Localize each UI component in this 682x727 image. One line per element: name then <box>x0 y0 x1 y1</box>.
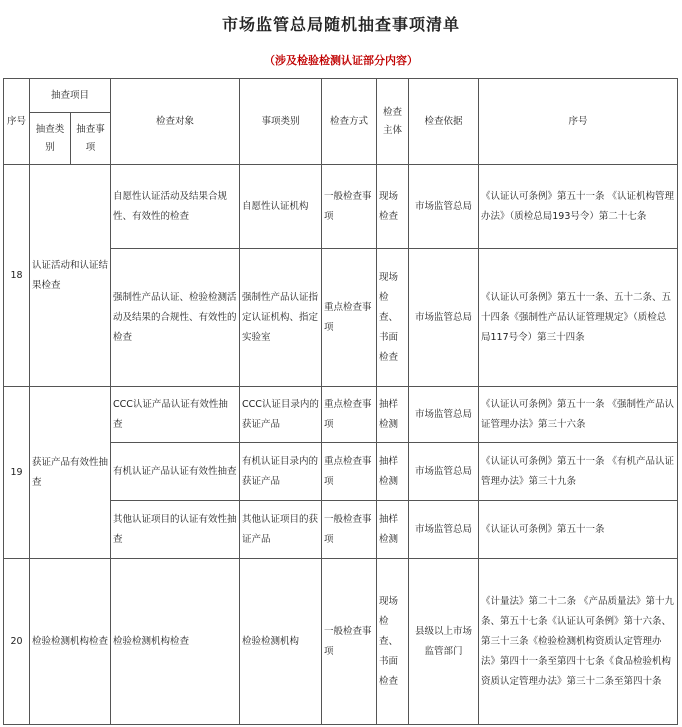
row-number: 《认证认可条例》第五十一条 《有机产品认证管理办法》第三十九条 <box>479 443 678 501</box>
row-category: 认证活动和认证结果检查 <box>30 165 111 387</box>
row-subject: 抽样检测 <box>377 501 409 559</box>
row-subject: 现场检查、书面检查 <box>377 559 409 725</box>
row-object: 检验检测机构检查 <box>111 559 240 725</box>
row-number: 《计量法》第二十二条 《产品质量法》第十九条、第五十七条《认证认可条例》第十六条、第三十三条《检验检测机构资质认定管理办法》第四十一条至第四十七条《食品检验机构资质认定管理办法》第三十二条至第四十条 <box>479 559 678 725</box>
header-item-group: 抽查项目 <box>30 79 111 113</box>
row-number: 《认证认可条例》第五十一条、五十二条、五十四条《强制性产品认证管理规定》（质检总局117号令）第三十四条 <box>479 249 678 387</box>
row-basis: 市场监管总局 <box>409 249 479 387</box>
row-method: 一般检查事项 <box>322 501 377 559</box>
table-row <box>4 387 678 443</box>
row-basis: 市场监管总局 <box>409 387 479 443</box>
header-item-matter: 抽查事项 <box>71 113 111 165</box>
row-method: 重点检查事项 <box>322 443 377 501</box>
row-category: 检验检测机构检查 <box>30 559 111 725</box>
row-matter-type: CCC认证目录内的获证产品 <box>240 387 322 443</box>
row-matter-type: 检验检测机构 <box>240 559 322 725</box>
page-title: 市场监管总局随机抽查事项清单 <box>221 15 460 34</box>
row-number: 《认证认可条例》第五十一条 <box>479 501 678 559</box>
header-seq: 序号 <box>4 79 30 165</box>
row-subject: 抽样检测 <box>377 387 409 443</box>
row-basis: 市场监管总局 <box>409 165 479 249</box>
header-item-type: 抽查类别 <box>30 113 71 165</box>
row-number: 《认证认可条例》第五十一条 《强制性产品认证管理办法》第三十六条 <box>479 387 678 443</box>
row-matter-type: 自愿性认证机构 <box>240 165 322 249</box>
row-method: 重点检查事项 <box>322 387 377 443</box>
inspection-table <box>3 78 678 725</box>
header-basis: 检查依据 <box>409 79 479 165</box>
row-category: 获证产品有效性抽查 <box>30 387 111 559</box>
row-object: 有机认证产品认证有效性抽查 <box>111 443 240 501</box>
row-method: 重点检查事项 <box>322 249 377 387</box>
row-object: CCC认证产品认证有效性抽查 <box>111 387 240 443</box>
row-object: 强制性产品认证、检验检测活动及结果的合规性、有效性的检查 <box>111 249 240 387</box>
page-subtitle: （涉及检验检测认证部分内容） <box>264 54 418 67</box>
row-subject: 现场检查 <box>377 165 409 249</box>
header-number: 序号 <box>479 79 678 165</box>
header-row-1 <box>4 79 678 113</box>
row-object: 其他认证项目的认证有效性抽查 <box>111 501 240 559</box>
table-row <box>4 559 678 725</box>
row-basis: 县级以上市场监管部门 <box>409 559 479 725</box>
row-object: 自愿性认证活动及结果合规性、有效性的检查 <box>111 165 240 249</box>
header-method: 检查方式 <box>322 79 377 165</box>
row-basis: 市场监管总局 <box>409 443 479 501</box>
header-subject: 检查主体 <box>377 79 409 165</box>
table-row <box>4 165 678 249</box>
row-matter-type: 其他认证项目的获证产品 <box>240 501 322 559</box>
row-matter-type: 有机认证目录内的获证产品 <box>240 443 322 501</box>
row-seq: 19 <box>4 387 30 559</box>
header-object: 检查对象 <box>111 79 240 165</box>
row-method: 一般检查事项 <box>322 165 377 249</box>
row-number: 《认证认可条例》第五十一条 《认证机构管理办法》（质检总局193号令）第二十七条 <box>479 165 678 249</box>
row-seq: 18 <box>4 165 30 387</box>
row-method: 一般检查事项 <box>322 559 377 725</box>
row-seq: 20 <box>4 559 30 725</box>
row-subject: 现场检查、书面检查 <box>377 249 409 387</box>
row-subject: 抽样检测 <box>377 443 409 501</box>
row-matter-type: 强制性产品认证指定认证机构、指定实验室 <box>240 249 322 387</box>
header-matter-type: 事项类别 <box>240 79 322 165</box>
row-basis: 市场监管总局 <box>409 501 479 559</box>
